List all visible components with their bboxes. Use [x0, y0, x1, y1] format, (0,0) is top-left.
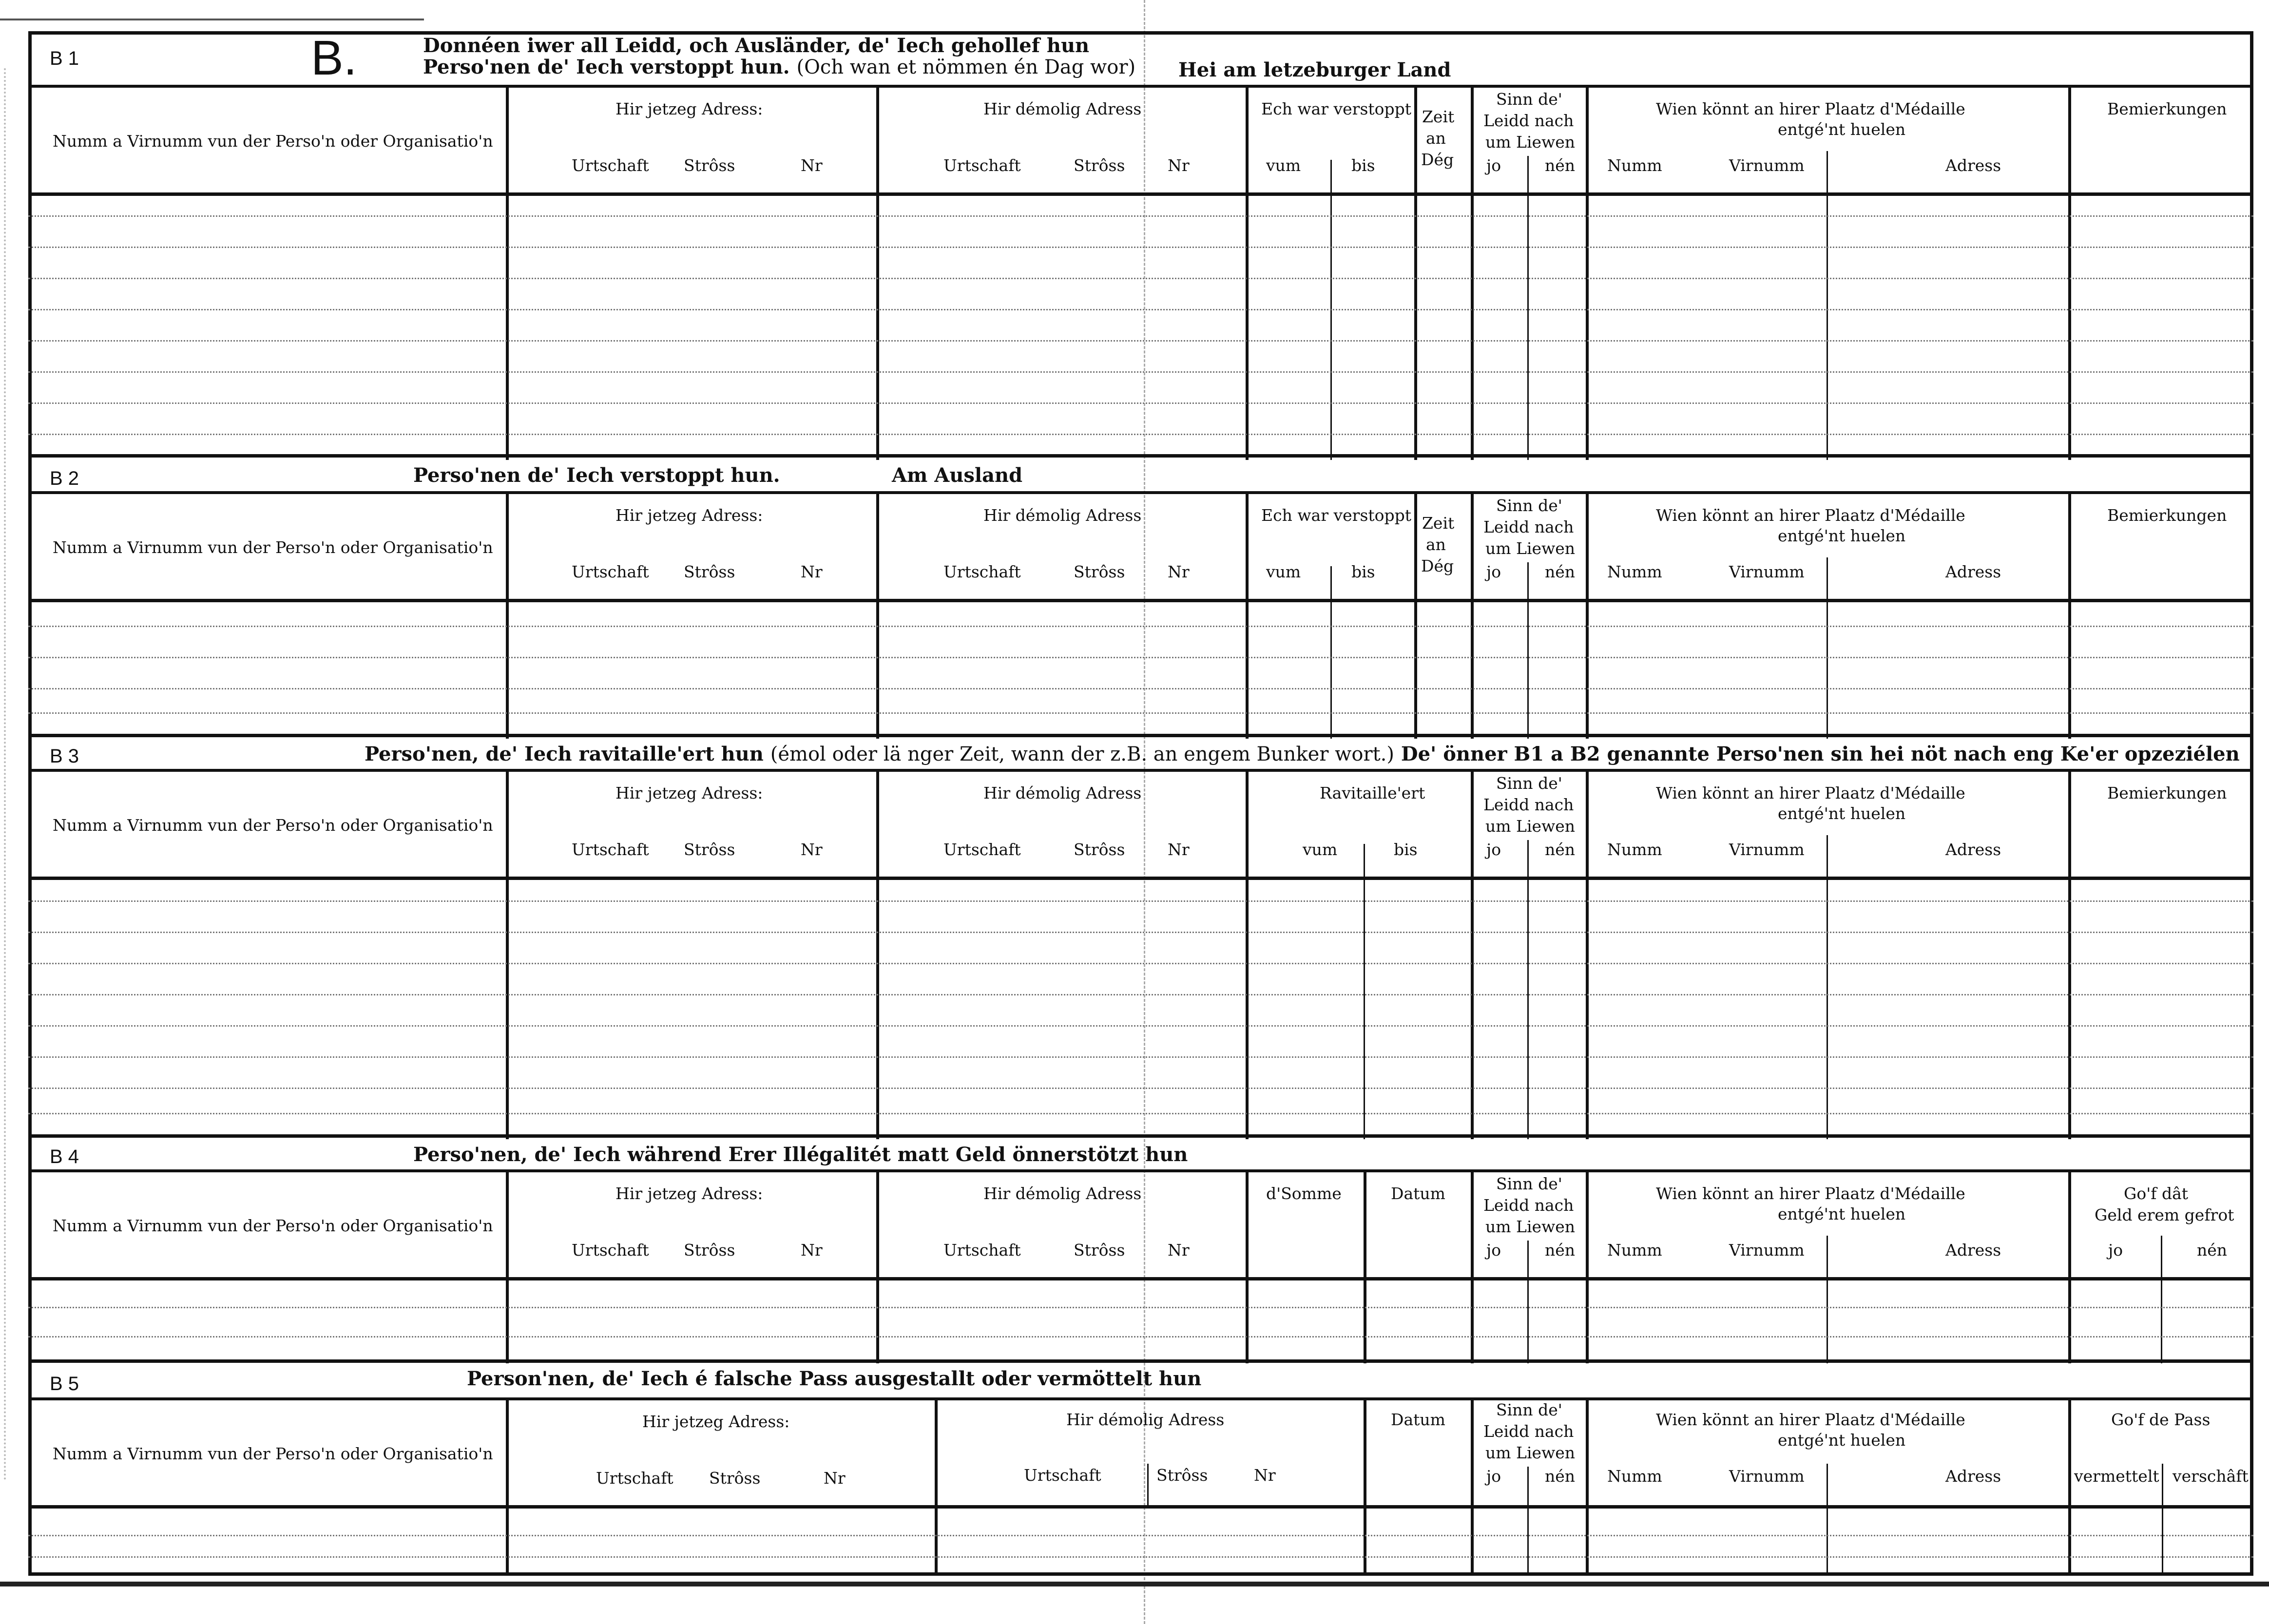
col-place-label: Urtschaft [1024, 1466, 1101, 1485]
col-days-label-1: Zeit [1422, 107, 1455, 126]
col-sum-label: d'Somme [1266, 1184, 1342, 1203]
entry-row[interactable] [28, 1556, 2253, 1558]
form-letter: B. [311, 31, 357, 85]
col-medal-address-label: Adress [1945, 1241, 2001, 1260]
col-divider [1147, 1464, 1149, 1509]
section-b5-title-bar [28, 1363, 2253, 1400]
col-medal-name-label: Numm [1607, 840, 1662, 859]
col-medal-name-label: Numm [1607, 1241, 1662, 1260]
col-number-label: Nr [1254, 1466, 1276, 1485]
entry-row[interactable] [28, 309, 2253, 310]
col-days-label-3: Dég [1421, 150, 1454, 169]
col-medal-label-2: entgé'nt huelen [1778, 804, 1906, 823]
entry-row[interactable] [28, 626, 2253, 627]
col-no-label: nén [1545, 1241, 1576, 1260]
section-title: Person'nen, de' Iech é falsche Pass ausgestallt oder vermöttelt hun [467, 1367, 1202, 1390]
section-title [365, 743, 2240, 765]
col-divider [506, 1400, 509, 1576]
entry-row[interactable] [28, 215, 2253, 217]
section-divider [28, 454, 2253, 458]
col-medal-address-label: Adress [1945, 840, 2001, 859]
col-divider [1364, 1400, 1366, 1576]
col-yes-label: jo [1486, 562, 1501, 581]
col-alive-label-3: um Liewen [1485, 1217, 1576, 1236]
section-b1-title-bar [28, 31, 2253, 88]
col-name-label: Numm a Virnumm vun der Perso'n oder Organisatio'n [53, 1216, 493, 1235]
table-header [28, 772, 2253, 880]
section-b4 [28, 1139, 2253, 1363]
col-money-label-2: Geld erem gefrot [2095, 1205, 2234, 1224]
col-divider [1827, 1464, 1828, 1576]
col-divider [1827, 835, 1828, 1139]
col-divider [506, 88, 509, 460]
col-street-label: Strôss [1074, 1241, 1125, 1260]
table-header [28, 88, 2253, 196]
col-from-label: vum [1266, 156, 1301, 175]
col-divider [2068, 1400, 2071, 1576]
col-days-label-3: Dég [1421, 556, 1454, 575]
section-place: Am Ausland [892, 464, 1023, 487]
section-title-extra: De' önner B1 a B2 genannte Perso'nen sin hei nöt nach eng Ke'er opzeziélen [1401, 743, 2240, 765]
bottom-edge-line [0, 1582, 2269, 1586]
entry-row[interactable] [28, 1336, 2253, 1337]
section-b4-table [28, 1172, 2253, 1363]
entry-row[interactable] [28, 434, 2253, 435]
col-medal-label-2: entgé'nt huelen [1778, 1431, 1906, 1450]
col-divider [1471, 494, 1474, 739]
col-alive-label-3: um Liewen [1485, 817, 1576, 836]
col-number-label: Nr [801, 840, 823, 859]
col-divider [1586, 1172, 1589, 1363]
table-header [28, 1172, 2253, 1280]
entry-row[interactable] [28, 247, 2253, 248]
col-divider [1586, 88, 1589, 460]
col-divider [1414, 88, 1417, 460]
col-yes-label: jo [1486, 1467, 1501, 1486]
col-divider [876, 494, 879, 739]
col-number-label: Nr [1168, 1241, 1190, 1260]
col-medal-firstname-label: Virnumm [1729, 1467, 1805, 1486]
col-divider [506, 772, 509, 1139]
col-to-label: bis [1394, 840, 1418, 859]
col-remarks-label: Bemierkungen [2107, 99, 2227, 118]
entry-row[interactable] [28, 963, 2253, 964]
col-remarks-label: Bemierkungen [2107, 783, 2227, 802]
col-former-address-label: Hir démolig Adress [983, 783, 1142, 802]
col-street-label: Strôss [684, 1241, 735, 1260]
section-b5-table [28, 1400, 2253, 1576]
col-place-label: Urtschaft [943, 562, 1021, 581]
col-divider [876, 88, 879, 460]
col-money-label-1: Go'f dât [2124, 1184, 2189, 1203]
col-no-label: nén [2197, 1241, 2228, 1260]
entry-row[interactable] [28, 371, 2253, 373]
col-yes-label: jo [1486, 1241, 1501, 1260]
col-medal-firstname-label: Virnumm [1729, 156, 1805, 175]
col-divider [1471, 88, 1474, 460]
col-street-label: Strôss [1156, 1466, 1208, 1485]
col-former-address-label: Hir démolig Adress [983, 1184, 1142, 1203]
col-number-label: Nr [801, 1241, 823, 1260]
form-heading-line1: Donnéen iwer all Leidd, och Ausländer, de' Iech gehollef hun [423, 34, 1090, 57]
col-medal-firstname-label: Virnumm [1729, 840, 1805, 859]
col-alive-label-1: Sinn de' [1496, 1174, 1562, 1193]
col-number-label: Nr [1168, 840, 1190, 859]
col-medal-label-1: Wien könnt an hirer Plaatz d'Médaille [1656, 506, 1965, 525]
col-divider [2068, 772, 2071, 1139]
entry-row[interactable] [28, 1025, 2253, 1027]
section-b1-place: Hei am letzeburger Land [1178, 58, 1451, 81]
col-days-label-1: Zeit [1422, 514, 1455, 533]
col-divider [876, 772, 879, 1139]
col-no-label: nén [1545, 156, 1576, 175]
col-medal-firstname-label: Virnumm [1729, 1241, 1805, 1260]
col-no-label: nén [1545, 562, 1576, 581]
col-medal-address-label: Adress [1945, 156, 2001, 175]
col-current-address-label: Hir jetzeg Adress: [615, 506, 763, 525]
entry-row[interactable] [28, 340, 2253, 342]
col-divider [935, 1400, 938, 1576]
col-alive-label-3: um Liewen [1485, 133, 1576, 152]
col-alive-label-3: um Liewen [1485, 539, 1576, 558]
col-divider [1246, 88, 1249, 460]
col-former-address-label: Hir démolig Adress [983, 506, 1142, 525]
col-medal-label-1: Wien könnt an hirer Plaatz d'Médaille [1656, 1410, 1965, 1429]
col-divider [2068, 494, 2071, 739]
col-street-label: Strôss [1074, 562, 1125, 581]
col-hidden-label: Ech war verstoppt [1261, 99, 1412, 118]
section-b3-title-bar [28, 739, 2253, 772]
col-to-label: bis [1351, 156, 1375, 175]
col-street-label: Strôss [684, 156, 735, 175]
col-days-label-2: an [1426, 129, 1446, 148]
section-b1-table [28, 88, 2253, 460]
col-former-address-label: Hir démolig Adress [1066, 1410, 1225, 1429]
col-divider [1246, 1172, 1249, 1363]
heading-line2-bold: Perso'nen de' Iech verstoppt hun. [423, 56, 790, 78]
col-current-address-label: Hir jetzeg Adress: [615, 99, 763, 118]
entry-row[interactable] [28, 278, 2253, 279]
col-place-label: Urtschaft [572, 840, 649, 859]
col-medal-label-2: entgé'nt huelen [1778, 1204, 1906, 1223]
section-divider [28, 1359, 2253, 1363]
col-divider [1364, 844, 1365, 1139]
col-divider [1246, 772, 1249, 1139]
col-date-label: Datum [1391, 1410, 1445, 1429]
section-title: Perso'nen, de' Iech während Erer Illégalitét matt Geld önnerstötzt hun [413, 1143, 1188, 1166]
entry-row[interactable] [28, 1307, 2253, 1308]
col-alive-label-2: Leidd nach [1483, 517, 1574, 536]
col-divider [1527, 840, 1529, 1139]
col-divider [1527, 1241, 1529, 1363]
col-number-label: Nr [824, 1469, 846, 1488]
col-alive-label-2: Leidd nach [1483, 111, 1574, 130]
col-place-label: Urtschaft [572, 562, 649, 581]
col-to-label: bis [1351, 562, 1375, 581]
col-alive-label-1: Sinn de' [1496, 90, 1562, 109]
section-title-bold: Perso'nen, de' Iech ravitaille'ert hun [365, 743, 764, 765]
col-street-label: Strôss [1074, 156, 1125, 175]
section-code: B 2 [50, 468, 79, 489]
col-medal-address-label: Adress [1945, 1467, 2001, 1486]
col-divider [1827, 1236, 1828, 1363]
col-current-address-label: Hir jetzeg Adress: [642, 1412, 790, 1431]
entry-row[interactable] [28, 402, 2253, 404]
entry-row[interactable] [28, 1535, 2253, 1536]
col-medal-label-1: Wien könnt an hirer Plaatz d'Médaille [1656, 783, 1965, 802]
col-no-label: nén [1545, 1467, 1576, 1486]
col-number-label: Nr [1168, 156, 1190, 175]
col-divider [1586, 772, 1589, 1139]
section-b2-title-bar [28, 460, 2253, 494]
entry-row[interactable] [28, 712, 2253, 714]
col-number-label: Nr [801, 156, 823, 175]
col-divider [1364, 1172, 1366, 1363]
col-obtained-label: verschâft [2173, 1467, 2249, 1486]
col-divider [876, 1172, 879, 1363]
col-medal-address-label: Adress [1945, 562, 2001, 581]
col-divider [1527, 1467, 1529, 1576]
col-divider [1471, 772, 1474, 1139]
col-medal-label-1: Wien könnt an hirer Plaatz d'Médaille [1656, 99, 1965, 118]
col-remarks-label: Bemierkungen [2107, 506, 2227, 525]
section-b3 [28, 739, 2253, 1139]
col-brokered-label: vermettelt [2074, 1467, 2159, 1486]
section-title: Perso'nen de' Iech verstoppt hun. [413, 464, 780, 487]
col-medal-name-label: Numm [1607, 156, 1662, 175]
col-yes-label: jo [1486, 156, 1501, 175]
col-medal-label-2: entgé'nt huelen [1778, 526, 1906, 545]
section-code: B 5 [50, 1373, 79, 1395]
col-medal-label-2: entgé'nt huelen [1778, 120, 1906, 139]
col-place-label: Urtschaft [943, 840, 1021, 859]
col-divider [506, 494, 509, 739]
col-alive-label-1: Sinn de' [1496, 774, 1562, 793]
section-title-note: (émol oder lä nger Zeit, wann der z.B. an engem Bunker wort.) [770, 743, 1394, 765]
col-former-address-label: Hir démolig Adress [983, 99, 1142, 118]
col-alive-label-2: Leidd nach [1483, 1196, 1574, 1215]
col-divider [506, 1172, 509, 1363]
top-edge-line [0, 19, 424, 20]
col-divider [1586, 1400, 1589, 1576]
col-alive-label-1: Sinn de' [1496, 1400, 1562, 1419]
col-medal-name-label: Numm [1607, 562, 1662, 581]
col-pass-label: Go'f de Pass [2111, 1410, 2211, 1429]
col-supplied-label: Ravitaille'ert [1320, 783, 1425, 802]
col-place-label: Urtschaft [572, 156, 649, 175]
col-medal-label-1: Wien könnt an hirer Plaatz d'Médaille [1656, 1184, 1965, 1203]
col-divider [1827, 151, 1828, 460]
col-divider [2068, 1172, 2071, 1363]
col-from-label: vum [1266, 562, 1301, 581]
col-date-label: Datum [1391, 1184, 1445, 1203]
col-divider [1471, 1172, 1474, 1363]
col-medal-firstname-label: Virnumm [1729, 562, 1805, 581]
col-alive-label-2: Leidd nach [1483, 795, 1574, 814]
col-place-label: Urtschaft [943, 1241, 1021, 1260]
col-street-label: Strôss [684, 562, 735, 581]
section-b4-title-bar [28, 1139, 2253, 1172]
col-yes-label: jo [2108, 1241, 2123, 1260]
section-code: B 3 [50, 745, 79, 767]
entry-row[interactable] [28, 688, 2253, 689]
col-divider [1471, 1400, 1474, 1576]
col-street-label: Strôss [684, 840, 735, 859]
col-alive-label-3: um Liewen [1485, 1443, 1576, 1462]
col-name-label: Numm a Virnumm vun der Perso'n oder Organisatio'n [53, 132, 493, 151]
entry-row[interactable] [28, 1056, 2253, 1058]
section-b1 [28, 31, 2253, 460]
section-divider [28, 1134, 2253, 1138]
col-name-label: Numm a Virnumm vun der Perso'n oder Organisatio'n [53, 538, 493, 557]
entry-row[interactable] [28, 1113, 2253, 1114]
heading-line2-note: (Och wan et nömmen én Dag wor) [796, 56, 1136, 78]
col-divider [1414, 494, 1417, 739]
col-number-label: Nr [1168, 562, 1190, 581]
margin-dots [4, 68, 6, 1481]
col-divider [1586, 494, 1589, 739]
section-b2-table [28, 494, 2253, 739]
entry-row[interactable] [28, 657, 2253, 658]
entry-row[interactable] [28, 900, 2253, 902]
col-place-label: Urtschaft [943, 156, 1021, 175]
col-divider [2161, 1236, 2162, 1363]
entry-row[interactable] [28, 994, 2253, 995]
section-code: B 1 [50, 48, 79, 69]
col-days-label-2: an [1426, 535, 1446, 554]
col-medal-name-label: Numm [1607, 1467, 1662, 1486]
col-divider [1246, 494, 1249, 739]
col-no-label: nén [1545, 840, 1576, 859]
entry-row[interactable] [28, 932, 2253, 933]
col-alive-label-2: Leidd nach [1483, 1422, 1574, 1441]
col-divider [1527, 156, 1529, 460]
section-b3-table [28, 772, 2253, 1139]
col-from-label: vum [1303, 840, 1338, 859]
table-header [28, 1400, 2253, 1509]
col-hidden-label: Ech war verstoppt [1261, 506, 1412, 525]
section-code: B 4 [50, 1146, 79, 1167]
col-name-label: Numm a Virnumm vun der Perso'n oder Organisatio'n [53, 816, 493, 835]
form-heading-line2 [423, 56, 1135, 78]
col-alive-label-1: Sinn de' [1496, 496, 1562, 515]
section-b2 [28, 460, 2253, 739]
col-place-label: Urtschaft [572, 1241, 649, 1260]
col-divider [1827, 557, 1828, 739]
section-divider [28, 734, 2253, 737]
col-street-label: Strôss [709, 1469, 761, 1488]
col-yes-label: jo [1486, 840, 1501, 859]
table-header [28, 494, 2253, 602]
col-divider [2068, 88, 2071, 460]
col-number-label: Nr [801, 562, 823, 581]
col-name-label: Numm a Virnumm vun der Perso'n oder Organisatio'n [53, 1444, 493, 1463]
col-street-label: Strôss [1074, 840, 1125, 859]
col-current-address-label: Hir jetzeg Adress: [615, 783, 763, 802]
section-b5 [28, 1363, 2253, 1576]
col-current-address-label: Hir jetzeg Adress: [615, 1184, 763, 1203]
col-place-label: Urtschaft [596, 1469, 673, 1488]
entry-row[interactable] [28, 1088, 2253, 1089]
col-divider [2162, 1464, 2163, 1576]
